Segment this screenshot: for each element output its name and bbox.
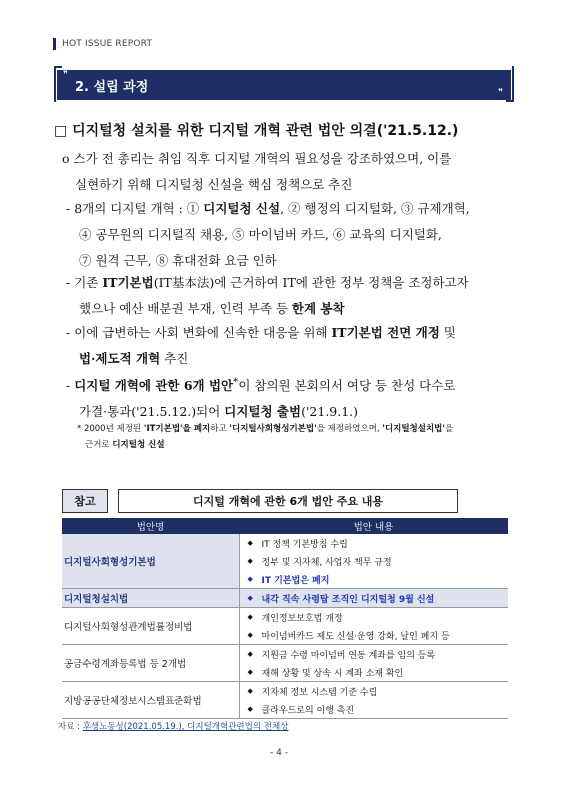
bullet-icon: ◆ (247, 631, 253, 639)
text-bold: '디지털청설치법' (382, 424, 445, 434)
bullet-icon: ◆ (247, 613, 253, 621)
bullet-icon: ◆ (247, 575, 253, 583)
header-text: HOT ISSUE REPORT (62, 39, 153, 49)
law-table (62, 518, 508, 719)
dash-item-reforms (66, 196, 522, 274)
table-header: 법안명 (62, 518, 239, 534)
text-segment: - 기존 (66, 275, 103, 290)
text-segment: 하고 (210, 424, 230, 434)
footnote (77, 421, 523, 453)
bullet-item (248, 645, 509, 663)
text-bold: 디지털청 출범 (224, 404, 302, 420)
law-name: 디지털사회형성관계법률정비법 (62, 608, 239, 645)
report-header (53, 38, 152, 50)
text-bold: 'IT기본법'을 폐지 (143, 424, 211, 434)
text-segment: , ② 행정의 디지털화, ③ 규제개혁, (280, 201, 470, 216)
text-bold: 법·제도적 개혁 (79, 351, 161, 366)
bullet-text: IT 기본법은 폐지 (261, 575, 330, 586)
bullet-item (248, 626, 509, 644)
dash-item-it-law (66, 270, 522, 322)
bullet-text: 정부 및 지자체, 사업자 책무 규정 (261, 557, 392, 568)
text-segment: 및 (439, 325, 456, 340)
law-content (239, 682, 508, 719)
bullet-text: 개인정보보호법 개정 (261, 613, 343, 624)
text-bold: IT기본법 전면 개정 (331, 325, 440, 340)
text-segment: ('21.9.1.) (301, 404, 359, 420)
bullet-icon: ◆ (247, 594, 253, 602)
bullet-text: 마이넘버카드 제도 신설·운영 강화, 날인 폐지 등 (261, 631, 450, 642)
bullet-text: 내각 직속 사령탑 조직인 디지털청 9월 신설 (261, 594, 435, 605)
text-segment: 했으나 예산 배분권 부재, 인력 부족 등 (79, 301, 292, 316)
text-line: ⑦ 원격 근무, ⑧ 휴대전화 요금 인하 (79, 253, 277, 268)
quote-close-icon: ❞ (498, 88, 503, 98)
law-name: 공금수령계좌등록법 등 2개법 (62, 645, 239, 682)
bullet-text: 재해 상황 및 상속 시 계좌 소재 확인 (261, 668, 404, 679)
law-name: 디지털사회형성기본법 (62, 534, 239, 589)
text-bold: 디지털 개혁에 관한 6개 법안 (74, 378, 234, 394)
law-name: 지방공공단체정보시스템표준화법 (62, 682, 239, 719)
law-content (239, 589, 508, 608)
text-segment: 가결·통과('21.5.12.)되어 (79, 404, 225, 420)
paragraph-line: 실현하기 위해 디지털청 신설을 핵심 정책으로 추진 (75, 177, 353, 192)
text-segment: 근거로 (85, 440, 113, 450)
bullet-icon: ◆ (247, 557, 253, 565)
source-citation (58, 720, 288, 732)
text-bold: 디지털청 신설 (203, 201, 281, 216)
section-title-banner (57, 66, 511, 102)
reference-title: 디지털 개혁에 관한 6개 법안 주요 내용 (118, 489, 458, 513)
bullet-item (248, 682, 509, 700)
reference-header (62, 489, 458, 515)
law-content (239, 645, 508, 682)
text-bold: IT기본법 (102, 275, 154, 290)
bullet-item (248, 570, 509, 588)
law-name: 디지털청설치법 (62, 589, 239, 608)
text-segment: 을 제정하였으며, (316, 424, 383, 434)
text-bold: '디지털사회형성기본법' (229, 424, 317, 434)
bullet-text: 클라우드로의 이행 촉진 (261, 705, 355, 716)
paragraph-intro (62, 146, 522, 198)
text-segment: (IT基本法)에 근거하여 IT에 관한 정부 정책을 조정하고자 (153, 275, 469, 290)
bullet-text: IT 정책 기본방침 수립 (261, 539, 348, 550)
bullet-item (248, 552, 509, 570)
bullet-icon: ◆ (247, 705, 253, 713)
bullet-text: 지원금 수령 마이넘버 연동 계좌를 임의 등록 (261, 650, 436, 661)
page-number: - 4 - (270, 748, 288, 758)
source-label: 자료 : (58, 722, 83, 732)
source-link[interactable]: 후생노동성(2021.05.19.), 디지털개혁관련법의 전체상 (82, 722, 289, 732)
text-segment: 이 참의원 본회의서 여당 등 찬성 다수로 (238, 378, 456, 394)
text-segment: * 2000년 제정된 (77, 424, 144, 434)
table-row (62, 589, 508, 608)
text-segment: 을 (444, 424, 454, 434)
table-row (62, 645, 508, 682)
bullet-icon: ◆ (247, 539, 253, 547)
quote-open-icon: ❞ (63, 70, 68, 80)
bullet-icon: ◆ (247, 668, 253, 676)
law-content (239, 534, 508, 589)
paragraph-line: o 스가 전 총리는 취임 직후 디지털 개혁의 필요성을 강조하였으며, 이를 (62, 151, 452, 166)
text-segment: 추진 (160, 351, 189, 366)
law-content (239, 608, 508, 645)
table-row (62, 534, 508, 589)
section-title: 2. 설립 과정 (75, 80, 149, 95)
text-bold: 한계 봉착 (291, 301, 345, 316)
reference-tag: 참고 (62, 489, 108, 513)
bullet-item (248, 608, 509, 626)
table-header-row (62, 518, 508, 534)
table-row (62, 682, 508, 719)
bullet-item (248, 700, 509, 718)
bullet-icon: ◆ (247, 650, 253, 658)
main-heading: □ 디지털청 설치를 위한 디지털 개혁 관련 법안 의결('21.5.12.) (54, 123, 459, 139)
text-segment: - (66, 378, 75, 394)
text-segment: - 8개의 디지털 개혁 : ① (66, 201, 204, 216)
text-segment: - 이에 급변하는 사회 변화에 신속한 대응을 위해 (66, 325, 332, 340)
text-bold: 디지털청 신설 (112, 440, 165, 450)
header-accent-bar (53, 38, 56, 50)
bullet-item (248, 534, 509, 552)
text-line: ④ 공무원의 디지털직 채용, ⑤ 마이넘버 카드, ⑥ 교육의 디지털화, (79, 227, 442, 242)
footnote-marker: * (233, 376, 239, 388)
table-row (62, 608, 508, 645)
bullet-text: 지자체 정보 시스템 기준 수립 (261, 687, 378, 698)
bullet-item (248, 663, 509, 681)
dash-item-six-laws (66, 369, 522, 425)
dash-item-reform-plan (66, 320, 522, 372)
table-header: 법안 내용 (239, 518, 508, 534)
bullet-item (248, 589, 509, 607)
text-line (66, 296, 522, 322)
bullet-icon: ◆ (247, 687, 253, 695)
